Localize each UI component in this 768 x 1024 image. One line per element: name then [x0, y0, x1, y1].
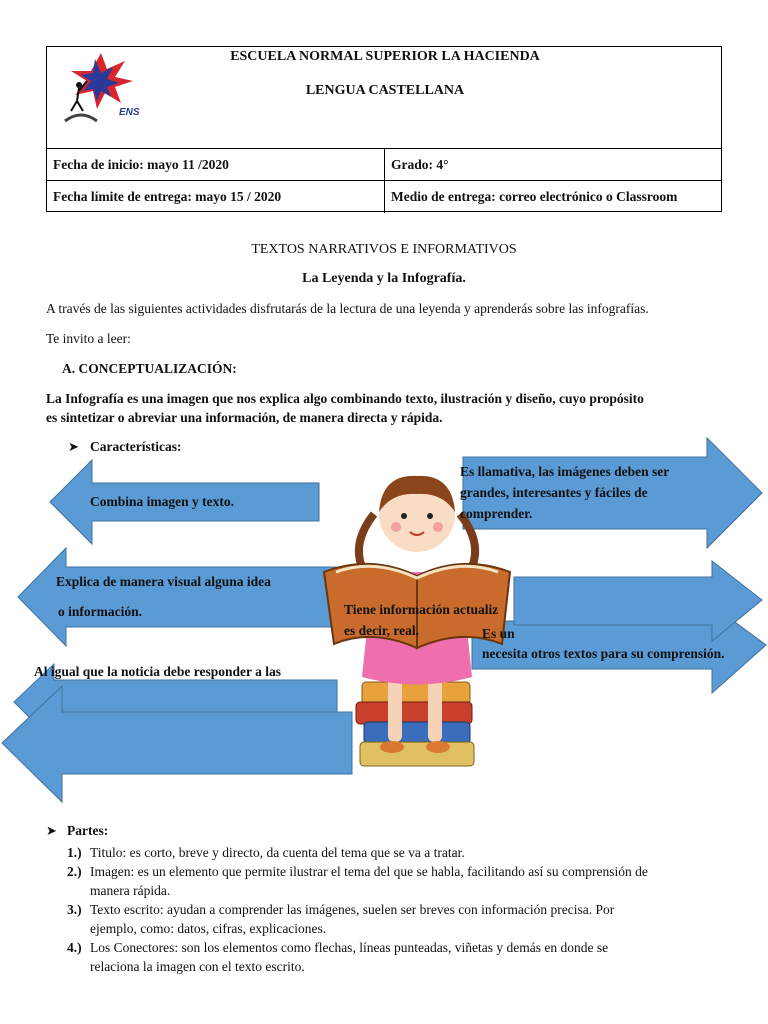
arrow-label-actualizada-1: Tiene información actualiz — [344, 602, 499, 617]
partes-item-number: 1.) — [67, 845, 82, 860]
arrow-label-actualizada-2: es decir, real. — [344, 623, 419, 638]
intro-paragraph: A través de las siguientes actividades disfrutarás de la lectura de una leyenda y aprenderás sobre las infografías. — [46, 301, 649, 316]
section-a-heading: A. CONCEPTUALIZACIÓN: — [62, 361, 237, 376]
arrow-label-explica-2: o información. — [58, 604, 142, 619]
arrow-label-noticia: Al igual que la noticia debe responder a las — [34, 664, 282, 679]
arrow-label-combina: Combina imagen y texto. — [90, 494, 234, 509]
arrow-left-2 — [18, 548, 337, 646]
partes-item-text: Texto escrito: ayudan a comprender las imágenes, suelen ser breves con información precisa. Por — [90, 902, 615, 917]
arrow-label-explica-1: Explica de manera visual alguna idea — [56, 574, 271, 589]
definition-line-1: La Infografía es una imagen que nos explica algo combinando texto, ilustración y diseño, cuyo propósito — [46, 391, 644, 406]
arrow-label-llamativa-2: grandes, interesantes y fáciles de — [460, 485, 648, 500]
partes-heading: Partes: — [67, 823, 109, 838]
partes-item-number: 2.) — [67, 864, 82, 879]
invite-text: Te invito a leer: — [46, 331, 131, 346]
arrow-label-llamativa-1: Es llamativa, las imágenes deben ser — [460, 464, 670, 479]
partes-item-text: Titulo: es corto, breve y directo, da cuenta del tema que se va a tratar. — [90, 845, 465, 860]
bullet-arrow-icon: ➤ — [68, 439, 79, 454]
partes-item-number: 3.) — [67, 902, 82, 917]
document-subtitle: La Leyenda y la Infografía. — [302, 271, 466, 286]
delivery-medium: Medio de entrega: correo electrónico o Classroom — [391, 189, 678, 204]
due-date: Fecha límite de entrega: mayo 15 / 2020 — [53, 189, 282, 204]
partes-item-text: Imagen: es un elemento que permite ilustrar el tema del que se habla, facilitando así su comprensión de — [90, 864, 648, 879]
caracteristicas-heading: Características: — [90, 439, 182, 454]
document-title: TEXTOS NARRATIVOS E INFORMATIVOS — [251, 242, 517, 257]
arrow-label-autonoma-1: Es un — [482, 626, 515, 641]
logo-text: ENS — [119, 107, 140, 118]
partes-item-text: manera rápida. — [90, 883, 171, 898]
partes-item-text: relaciona la imagen con el texto escrito. — [90, 959, 305, 974]
partes-item-text: Los Conectores: son los elementos como flechas, líneas punteadas, viñetas y demás en donde se — [90, 940, 609, 955]
definition-line-2: es sintetizar o abreviar una información, de manera directa y rápida. — [46, 410, 443, 425]
start-date: Fecha de inicio: mayo 11 /2020 — [53, 157, 229, 172]
arrow-label-autonoma-2: necesita otros textos para su comprensión. — [482, 646, 725, 661]
grade: Grado: 4° — [391, 157, 449, 172]
partes-item-text: ejemplo, como: datos, cifras, explicaciones. — [90, 921, 327, 936]
school-name: ESCUELA NORMAL SUPERIOR LA HACIENDA — [230, 49, 540, 64]
partes-item-number: 4.) — [67, 940, 82, 955]
subject-name: LENGUA CASTELLANA — [305, 83, 465, 98]
bullet-arrow-icon: ➤ — [46, 823, 57, 838]
arrow-label-llamativa-3: comprender. — [460, 506, 533, 521]
